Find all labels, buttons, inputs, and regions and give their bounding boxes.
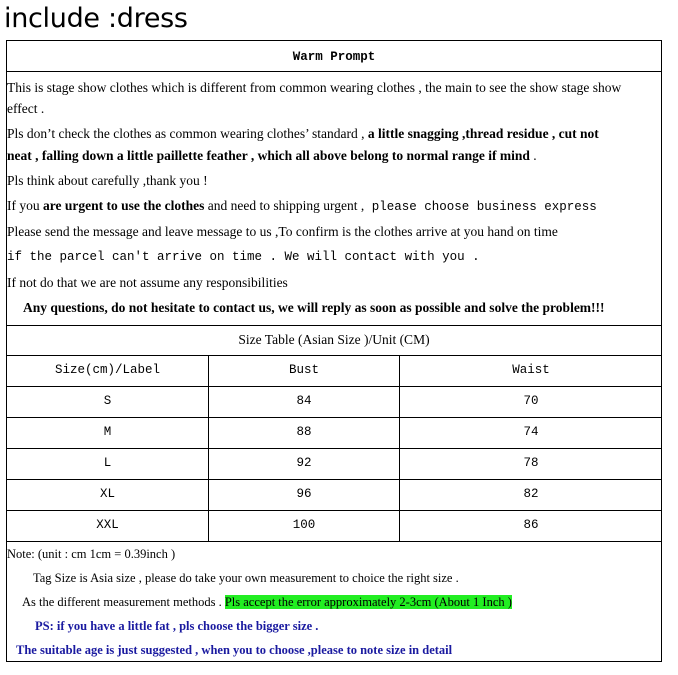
prompt-text-bold: are urgent to use the clothes — [43, 198, 205, 213]
table-row — [7, 386, 661, 417]
prompt-line-stage-show: This is stage show clothes which is different from common wearing clothes , the main to see the show stage show — [7, 80, 622, 95]
prompt-text: and need to shipping urgent , — [204, 198, 365, 213]
waist-cell: 78 — [523, 456, 539, 470]
prompt-line-effect: effect . — [7, 101, 45, 116]
size-label-cell: XL — [99, 487, 115, 501]
prompt-text: . — [529, 148, 537, 163]
size-label-cell: XXL — [96, 518, 119, 532]
note-suitable-age: The suitable age is just suggested , when you to choose ,please to note size in detail — [16, 643, 453, 657]
prompt-line-urgent — [7, 198, 597, 214]
bust-cell: 96 — [296, 487, 312, 501]
size-label-cell: S — [103, 394, 112, 408]
divider — [7, 541, 661, 542]
table-header-row — [7, 355, 661, 386]
table-header-cell: Size(cm)/Label — [54, 363, 161, 377]
note-tag-size: Tag Size is Asia size , please do take your own measurement to choice the right size . — [33, 571, 459, 585]
note-highlight: Pls accept the error approximately 2-3cm (About 1 Inch ) — [224, 595, 512, 609]
warm-prompt-title: Warm Prompt — [292, 50, 376, 64]
page-heading: include :dress — [4, 3, 188, 34]
prompt-line-parcel: if the parcel can't arrive on time . We will contact with you . — [7, 250, 480, 264]
prompt-text-bold: a little snagging ,thread residue , cut not — [364, 126, 599, 141]
bust-cell: 92 — [296, 456, 312, 470]
prompt-line-check-standard — [7, 126, 599, 142]
prompt-line-contact-us: Any questions, do not hesitate to contact us, we will reply as soon as possible and solve the problem!!! — [23, 300, 605, 315]
table-header-cell: Bust — [288, 363, 319, 377]
divider — [7, 71, 661, 72]
prompt-text-bold: neat , falling down a little paillette feather , which all above belong to normal range if mind — [7, 148, 530, 163]
waist-cell: 74 — [523, 425, 539, 439]
size-label-cell: L — [103, 456, 112, 470]
prompt-text-mono: please choose business express — [364, 200, 597, 214]
waist-cell: 86 — [523, 518, 539, 532]
waist-cell: 82 — [523, 487, 539, 501]
note-measurement — [22, 595, 512, 610]
prompt-text: Pls don’t check the clothes as common wearing clothes’ standard , — [7, 126, 365, 141]
waist-cell: 70 — [523, 394, 539, 408]
size-label-cell: M — [103, 425, 112, 439]
bust-cell: 100 — [292, 518, 316, 532]
note-unit: Note: (unit : cm 1cm = 0.39inch ) — [7, 547, 176, 561]
divider — [7, 325, 661, 326]
note-bigger-size: PS: if you have a little fat , pls choose the bigger size . — [35, 619, 319, 633]
prompt-text: If you — [7, 198, 43, 213]
table-row — [7, 448, 661, 479]
table-row — [7, 417, 661, 448]
product-info-panel — [6, 40, 662, 662]
bust-cell: 84 — [296, 394, 312, 408]
table-row — [7, 479, 661, 510]
prompt-line-responsibilities: If not do that we are not assume any responsibilities — [7, 275, 288, 290]
size-table-title: Size Table (Asian Size )/Unit (CM) — [238, 332, 430, 347]
table-row — [7, 510, 661, 541]
prompt-line-think-carefully: Pls think about carefully ,thank you ! — [7, 173, 208, 188]
note-text: As the different measurement methods . — [22, 595, 222, 609]
prompt-line-normal-range — [7, 148, 537, 164]
prompt-line-send-message: Please send the message and leave message to us ,To confirm is the clothes arrive at you hand on time — [7, 224, 558, 239]
table-header-cell: Waist — [512, 363, 550, 377]
bust-cell: 88 — [296, 425, 312, 439]
